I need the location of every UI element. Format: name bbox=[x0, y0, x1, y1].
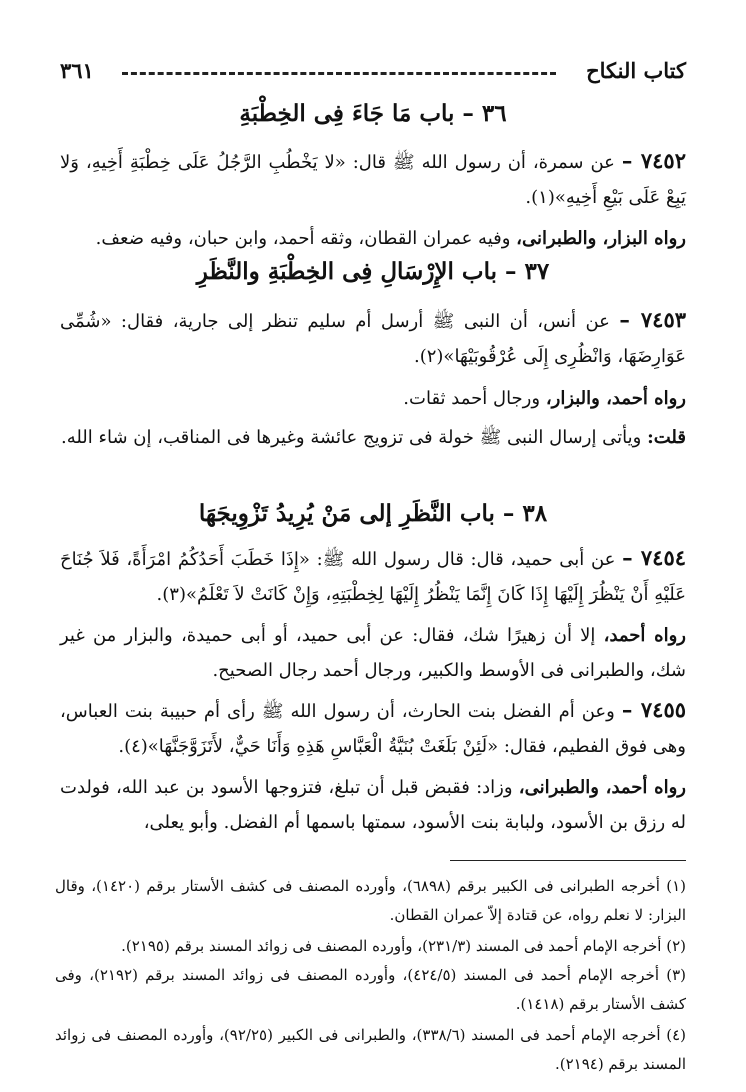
chapter-title: كتاب النكاح bbox=[586, 58, 686, 83]
note-lead: رواه أحمد، والطبرانى، bbox=[518, 777, 686, 798]
note-7453 bbox=[60, 381, 686, 416]
note-text: وفيه عمران القطان، وثقه أحمد، وابن حبان، وفيه ضعف. bbox=[95, 228, 511, 249]
hadith-text: عن أبى حميد، قال: قال رسول الله ﷺ: «إِذَا خَطَبَ أَحَدُكُمُ امْرَأَةً، فَلاَ جُنَاحَ عَلَيْهِ أَنْ يَنْظُرَ إِلَيْهَا إِذَا كَانَ إِنَّمَا يَنْظُرُ إِلَيْهَا لِخِطْبَتِهِ، وَإِنْ كَانَتْ لاَ تَعْلَمُ»(٣). bbox=[60, 549, 686, 605]
note-text: ورجال أحمد ثقات. bbox=[403, 388, 541, 409]
note-text: وزاد: فقبض قبل أن تبلغ، فتزوجها الأسود بن عبد الله، فولدت له رزق بن الأسود، ولبابة بنت الأسود، سمتها باسمها أم الفضل. وأبو يعلى، bbox=[60, 777, 686, 833]
hadith-number: ٧٤٥٥ – bbox=[621, 697, 687, 722]
footnote-divider bbox=[450, 860, 686, 861]
note-lead: قلت: bbox=[647, 427, 686, 448]
section-heading-37: ٣٧ – باب الإِرْسَالِ فِى الخِطْبَةِ والنَّظَرِ bbox=[196, 258, 550, 285]
hadith-text: عن أنس، أن النبى ﷺ أرسل أم سليم تنظر إلى جارية، فقال: «شُمِّى عَوَارِضَهَا، وَانْظُرِى إِلَى عُرْقُوبَيْهَا»(٢). bbox=[60, 311, 686, 367]
note-7452 bbox=[60, 221, 686, 256]
note-text: ويأتى إرسال النبى ﷺ خولة فى تزويج عائشة وغيرها فى المناقب، إن شاء الله. bbox=[60, 427, 642, 448]
qultu-remark bbox=[60, 420, 686, 455]
note-lead: رواه أحمد، bbox=[603, 625, 686, 646]
note-7454 bbox=[60, 618, 686, 688]
page-header bbox=[60, 54, 686, 90]
note-lead: رواه أحمد، والبزار، bbox=[545, 388, 686, 409]
hadith-7454 bbox=[60, 540, 686, 612]
note-text: إلا أن زهيرًا شك، فقال: عن أبى حميد، أو أبى حميدة، والبزار من غير شك، والطبرانى فى الأوسط والكبير، ورجال أحمد رجال الصحيح. bbox=[60, 625, 686, 681]
hadith-text: وعن أم الفضل بنت الحارث، أن رسول الله ﷺ رأى أم حبيبة بنت العباس، وهى فوق الفطيم، فقال: «لَئِنْ بَلَغَتْ بُنَيَّةُ الْعَبَّاسِ هَذِهِ وَأَنَا حَيٌّ، لأَتَزَوَّجَنَّهَا»(٤). bbox=[60, 701, 686, 757]
note-lead: رواه البزار، والطبرانى، bbox=[516, 228, 686, 249]
section-heading-38: ٣٨ – باب النَّظَرِ إلى مَنْ يُرِيدُ تَزْوِيجَهَا bbox=[198, 500, 548, 527]
note-7455 bbox=[60, 770, 686, 840]
footnote-3: (٣) أخرجه الإمام أحمد فى المسند (٤٢٤/٥)، وأورده المصنف فى زوائد المسند برقم (٢١٩٢)، وفى كشف الأستار برقم (١٤١٨). bbox=[55, 966, 686, 1013]
footnote-4: (٤) أخرجه الإمام أحمد فى المسند (٣٣٨/٦)، والطبرانى فى الكبير (٩٢/٢٥)، وأورده المصنف فى زوائد المسند برقم (٢١٩٤). bbox=[55, 1026, 686, 1073]
footnote-1: (١) أخرجه الطبرانى فى الكبير برقم (٦٨٩٨)، وأورده المصنف فى كشف الأستار برقم (١٤٢٠)، وقال البزار: لا نعلم رواه، عن قتادة إلاّ عمران القطان. bbox=[55, 877, 686, 924]
footnote-2: (٢) أخرجه الإمام أحمد فى المسند (٢٣١/٣)، وأورده المصنف فى زوائد المسند برقم (٢١٩٥). bbox=[121, 937, 686, 955]
hadith-number: ٧٤٥٢ – bbox=[621, 148, 686, 173]
header-dashed-rule bbox=[122, 72, 556, 75]
hadith-7455 bbox=[60, 692, 686, 764]
hadith-7453 bbox=[60, 302, 686, 374]
section-heading-36: ٣٦ – باب مَا جَاءَ فِى الخِطْبَةِ bbox=[239, 100, 507, 127]
hadith-number: ٧٤٥٤ – bbox=[622, 545, 687, 570]
hadith-text: عن سمرة، أن رسول الله ﷺ قال: «لا يَخْطُبِ الرَّجُلُ عَلَى خِطْبَةِ أَخِيهِ، وَلا يَبِعْ عَلَى بَيْعِ أَخِيهِ»(١). bbox=[60, 152, 686, 208]
page-number: ٣٦١ bbox=[60, 58, 94, 83]
hadith-7452 bbox=[60, 143, 686, 215]
hadith-number: ٧٤٥٣ – bbox=[619, 307, 687, 332]
